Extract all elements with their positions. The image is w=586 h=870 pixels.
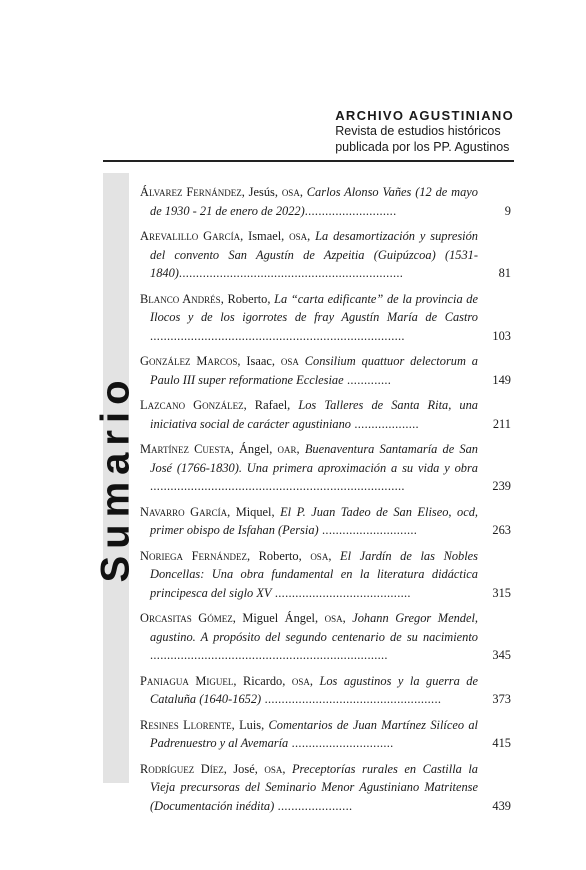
toc-page-number: 263 (492, 523, 511, 537)
toc-entry (140, 503, 511, 540)
sidebar-label: Sumario (93, 373, 138, 583)
toc-author: Resines Llorente (140, 717, 232, 732)
toc-page-number: 439 (492, 798, 511, 813)
toc-entry (140, 352, 511, 389)
toc-page-number: 345 (492, 648, 511, 662)
toc-title: Buenaventura Santamaría de San José (1766-1830). Una primera aproximación a su vida y obra (150, 442, 478, 475)
toc-entry (140, 547, 511, 603)
table-of-contents (140, 183, 511, 822)
toc-order: osa, (289, 229, 311, 243)
toc-leader: .............................. (288, 736, 394, 750)
toc-title: Los agustinos y la guerra de Cataluña (1640-1652) (150, 673, 478, 706)
toc-given-name: , Jesús, (241, 185, 282, 199)
toc-given-name: , Isaac, (237, 354, 281, 368)
toc-order: oar, (277, 442, 300, 456)
toc-leader: ...................................................................... (150, 648, 388, 662)
toc-entry (140, 290, 511, 346)
toc-given-name: , Ángel, (230, 442, 278, 456)
toc-entry (140, 609, 511, 665)
toc-entry (140, 760, 511, 816)
toc-leader: ............. (343, 372, 392, 387)
toc-order: osa, (281, 185, 303, 199)
toc-entry (140, 396, 511, 433)
toc-page-number: 81 (498, 266, 511, 280)
toc-author: Noriega Fernández (140, 548, 247, 563)
toc-title: Preceptorías rurales en Castilla la Vieja precursoras del Seminario Menor Agustiniano Matritense (Documentación inédita) (150, 761, 478, 813)
toc-leader: ........................................ (271, 585, 411, 600)
toc-title: La desamortización y supresión del convento San Agustín de Azpeitia (Guipúzcoa) (1531-1840) (150, 229, 479, 280)
toc-title: El P. Juan Tadeo de San Eliseo, ocd, primer obispo de Isfahan (Persia) (150, 504, 478, 537)
toc-author: Blanco Andrés (140, 291, 221, 306)
toc-leader: ........................................................................... (150, 328, 405, 343)
toc-title: El Jardín de las Nobles Doncellas: Una obra fundamental en la literatura didáctica principesca del siglo XV (150, 548, 478, 600)
toc-leader: .................................................................. (178, 266, 404, 280)
toc-order: osa (280, 354, 299, 368)
toc-leader: ................... (350, 416, 419, 431)
header-rule (103, 160, 514, 162)
toc-page-number: 9 (504, 203, 511, 218)
toc-page-number: 103 (492, 328, 511, 343)
journal-subtitle-line1: Revista de estudios históricos (335, 124, 501, 138)
journal-subtitle-line2: publicada por los PP. Agustinos (335, 140, 510, 154)
toc-author: Paniagua Miguel (140, 673, 234, 688)
toc-author: Arevalillo García (140, 229, 241, 243)
toc-title: Consilium quattuor delectorum a Paulo III super reformatione Ecclesiae (150, 354, 479, 387)
toc-author: Orcasitas Gómez (140, 611, 233, 625)
toc-leader: .................................................... (261, 692, 442, 706)
toc-order: osa, (310, 548, 332, 563)
toc-order: osa, (291, 673, 313, 688)
toc-page-number: 211 (492, 416, 511, 431)
toc-author: Rodríguez Díez (140, 761, 224, 776)
toc-title: Johann Gregor Mendel, agustino. A propósito del segundo centenario de su nacimiento (150, 611, 479, 644)
toc-given-name: , Miguel Ángel, (232, 611, 325, 625)
toc-given-name: , Ricardo, (233, 673, 292, 688)
toc-title: Comentarios de Juan Martínez Silíceo al Padrenuestro y al Avemaría (150, 717, 478, 750)
toc-given-name: , José, (223, 761, 265, 776)
toc-author: González Marcos (140, 354, 238, 368)
toc-order: osa, (264, 761, 286, 776)
toc-entry (140, 672, 511, 709)
toc-leader: ........................................................................... (150, 479, 405, 493)
toc-leader: ...................... (274, 798, 353, 813)
toc-page-number: 315 (492, 585, 511, 600)
journal-header (335, 108, 514, 155)
toc-entry (140, 440, 511, 496)
journal-title: ARCHIVO AGUSTINIANO (335, 108, 514, 123)
toc-author: Navarro García (140, 504, 228, 519)
toc-given-name: , Miquel, (227, 504, 281, 519)
toc-author: Martínez Cuesta (140, 442, 231, 456)
toc-page-number: 149 (492, 372, 511, 387)
toc-page-number: 415 (492, 736, 511, 750)
toc-order: osa, (324, 611, 346, 625)
toc-entry (140, 716, 511, 753)
toc-title: La “carta edificante” de la provincia de Ilocos y de los igorrotes de fray Agustín María de Castro (150, 291, 478, 324)
toc-page-number: 239 (492, 479, 511, 493)
toc-given-name: , Ismael, (240, 229, 290, 243)
toc-title: Los Talleres de Santa Rita, una iniciativa social de carácter agustiniano (150, 398, 478, 431)
toc-entry (140, 227, 511, 283)
toc-leader: ........................... (304, 203, 397, 218)
toc-given-name: , Rafael, (243, 398, 299, 412)
toc-given-name: , Roberto, (220, 291, 275, 306)
toc-author: Álvarez Fernández (140, 185, 242, 199)
toc-entry (140, 183, 511, 220)
toc-author: Lazcano González (140, 398, 244, 412)
toc-leader: ............................ (318, 523, 418, 537)
toc-title: Carlos Alonso Vañes (12 de mayo de 1930 - 21 de enero de 2022) (150, 185, 478, 218)
toc-given-name: , Luis, (231, 717, 269, 732)
toc-given-name: , Roberto, (246, 548, 311, 563)
toc-page-number: 373 (492, 692, 511, 706)
